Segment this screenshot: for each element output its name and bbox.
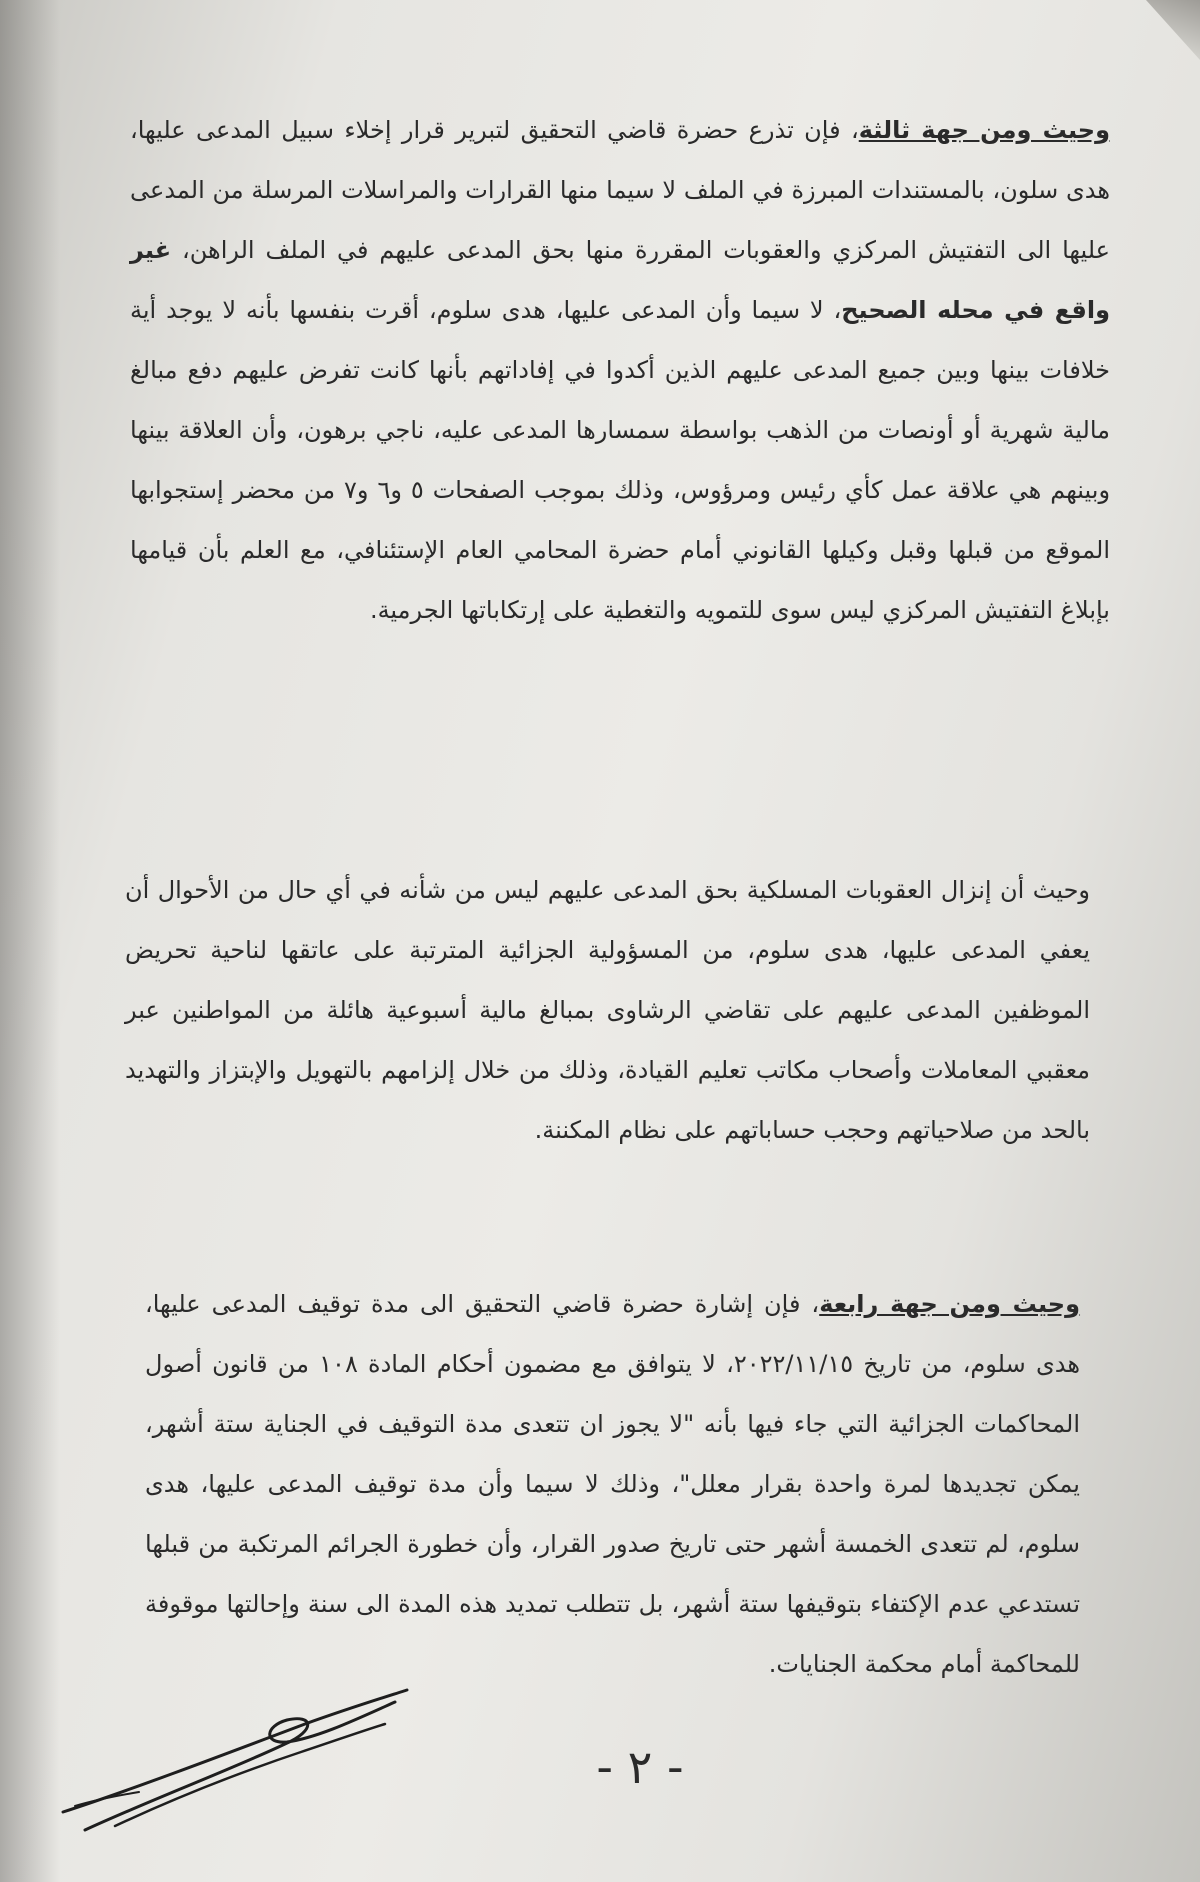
paragraph-text: ، فإن تذرع حضرة قاضي التحقيق لتبرير قرار إخلاء سبيل المدعى عليها، هدى سلون، بالمستندات المبرزة في الملف لا سيما منها القرارات والمراسلات المرسلة من المدعى عليها الى التفتيش المركزي والعقوبات المقررة منها بحق المدعى عليهم في الملف الراهن،: [130, 116, 1110, 264]
paragraph-fourth-point: [145, 1274, 1080, 1694]
page-fold-corner: [1110, 0, 1200, 60]
paragraph-disciplinary-penalties: [125, 860, 1090, 1160]
paragraph-third-point: [130, 100, 1110, 640]
handwritten-signature: [55, 1680, 415, 1840]
paragraph-emphasis: غير واقع في محله الصحيح: [130, 236, 1111, 324]
paragraph-text: ، لا سيما وأن المدعى عليها، هدى سلوم، أقرت بنفسها بأنه لا يوجد أية خلافات بينها وبين جميع المدعى عليهم الذين أكدوا في إفاداتهم بأنها كانت تفرض عليهم دفع مبالغ مالية شهرية أو أونصات من الذهب بواسطة سمسارها المدعى عليه، ناجي برهون، وأن العلاقة بينها وبينهم هي علاقة عمل كأي رئيس ومرؤوس، وذلك بموجب الصفحات ٥ و٦ و٧ من محضر إستجوابها الموقع من قبلها وقبل وكيلها القانوني أمام حضرة المحامي العام الإستئنافي، مع العلم بأن قيامها بإبلاغ التفتيش المركزي ليس سوى للتمويه والتغطية على إرتكاباتها الجرمية.: [130, 296, 1111, 624]
paragraph-text: ، فإن إشارة حضرة قاضي التحقيق الى مدة توقيف المدعى عليها، هدى سلوم، من تاريخ ٢٠٢٢/١١/١٥، لا يتوافق مع مضمون أحكام المادة ١٠٨ من قانون أصول المحاكمات الجزائية التي جاء فيها بأنه "لا يجوز ان تتعدى مدة التوقيف في الجناية ستة أشهر، يمكن تجديدها لمرة واحدة بقرار معلل"، وذلك لا سيما وأن مدة توقيف المدعى عليها، هدى سلوم، لم تتعدى الخمسة أشهر حتى تاريخ صدور القرار، وأن خطورة الجرائم المرتكبة من قبلها تستدعي عدم الإكتفاء بتوقيفها ستة أشهر، بل تتطلب تمديد هذه المدة الى سنة وإحالتها موقوفة للمحاكمة أمام محكمة الجنايات.: [145, 1290, 1080, 1678]
paragraph-lead-third: وحيث ومن جهة ثالثة: [858, 116, 1110, 144]
paragraph-text: وحيث أن إنزال العقوبات المسلكية بحق المدعى عليهم ليس من شأنه في أي حال من الأحوال أن يعفي المدعى عليها، هدى سلوم، من المسؤولية الجزائية المترتبة على عاتقها لناحية تحريض الموظفين المدعى عليهم على تقاضي الرشاوى بمبالغ مالية أسبوعية هائلة من المواطنين عبر معقبي المعاملات وأصحاب مكاتب تعليم القيادة، وذلك من خلال إلزامهم بالتهويل والإبتزاز والتهديد بالحد من صلاحياتهم وحجب حساباتهم على نظام المكننة.: [125, 876, 1090, 1144]
paragraph-lead-fourth: وحيث ومن جهة رابعة: [819, 1290, 1081, 1318]
page-number: - ٢ -: [596, 1740, 684, 1794]
page-shadow: [0, 0, 60, 1882]
